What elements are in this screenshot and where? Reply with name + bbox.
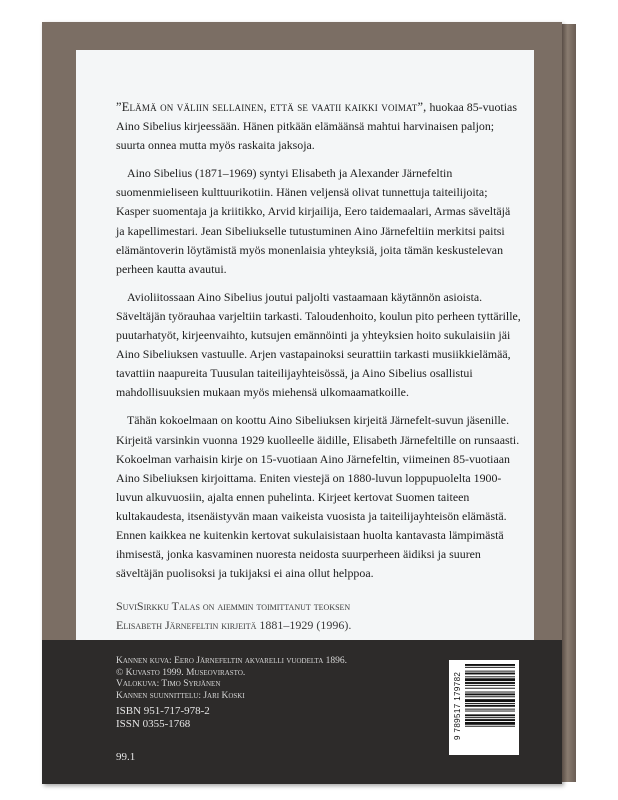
paragraph-2: Aino Sibelius (1871–1969) syntyi Elisabeth ja Alexander Järnefeltin suomenmieliseen kulttuurikotiin. Hänen veljensä olivat tunnettuja taiteilijoita; Kasper suomentaja ja kriitikko, Arvid kirjailija, Eero taidemaalari, Armas säveltäjä ja kapellimestari. Jean Sibeliukselle tutustuminen Aino Järnefeltiin merkitsi paitsi elämäntoverin löytämistä myös monenlaisia yhteyksiä, joita tämän keskustelevan perheen kautta avautui. — [116, 166, 511, 276]
barcode-bar — [465, 703, 515, 704]
barcode-bar — [465, 693, 515, 695]
paragraph-4: Tähän kokoelmaan on koottu Aino Sibeliuksen kirjeitä Järnefelt-suvun jäsenille. Kirjeitä varsinkin vuonna 1929 kuolleelle äidille, Elisabeth Järnefeltille on runsaasti. Kokoelman varhaisin kirje on 15-vuotiaan Aino Järnefeltin, viimeinen 85-vuotiaan Aino Sibeliuksen kirjoittama. Eniten viestejä on 1880-luvun loppupuolelta 1900-luvun alkuvuosiin, ajalta ennen puhelinta. Kirjeet kertovat Suomen taiteen kultakaudesta, itsenäistyvän maan vaikeista vuosista ja taiteilijayhteisön elämästä. Ennen kaikkea ne kuitenkin kertovat sukulaisistaan huolta kantavasta lämpimästä ihmisestä, jonka kasvaminen nuoresta neidosta suurperheen äidiksi ja suuren säveltäjän puolisoksi ja tukijaksi ei aina ollut helppoa. — [116, 413, 520, 581]
barcode-number: 9 789517 179782 — [453, 671, 462, 741]
paragraph-1-rest: huokaa 85-vuotias Aino Sibelius kirjeessään. Hänen pitkään elämäänsä mahtui harvinaisen paljon; suurta onnea mutta myös raskaita jaksoja. — [116, 100, 517, 153]
barcode-bar — [465, 711, 515, 712]
barcode-bar — [465, 673, 515, 675]
barcode-bar — [465, 664, 515, 666]
barcode-bar — [465, 714, 515, 716]
paragraph-1 — [116, 98, 521, 155]
colophon — [116, 656, 436, 702]
editor-credit — [116, 597, 521, 635]
barcode-bar — [465, 696, 515, 697]
editor-credit-line-1: SuviSirkku Talas on aiemmin toimittanut teoksen — [116, 599, 351, 614]
barcode-bar — [465, 717, 515, 718]
barcode-bar — [465, 671, 515, 672]
barcode-bar — [465, 699, 515, 702]
issn-number: ISSN 0355-1768 — [116, 718, 191, 730]
classification-code: 99.1 — [116, 751, 136, 763]
barcode-bar — [465, 726, 515, 727]
barcode-bar — [465, 709, 515, 710]
barcode-bar — [465, 722, 515, 725]
colophon-line-3: Valokuva: Timo Syrjänen — [116, 679, 221, 689]
editor-credit-line-2: Elisabeth Järnefeltin kirjeitä 1881–1929 (1996). — [116, 618, 352, 633]
barcode-bar — [465, 705, 515, 707]
barcode-bar — [465, 719, 515, 721]
barcode-bar — [465, 685, 515, 686]
paragraph-3: Avioliitossaan Aino Sibelius joutui paljolti vastaamaan käytännön asioista. Säveltäjän työrauhaa varjeltiin tarkasti. Taloudenhoito, koulun pito perheen tyttärille, puutarhatyöt, kirjeenvaihto, kutsujen emännöinti ja yhteyksien hoito sukulaisiin jäi Aino Sibeliuksen vastuulle. Arjen vastapainoksi seurattiin tarkasti musiikkielämää, tavattiin naapureita Tuusulan taiteilijayhteisössä, ja Aino Sibelius osallistui mahdollisuuksien mukaan myös miehensä ulkomaamatkoille. — [116, 289, 521, 400]
colophon-line-2: © Kuvasto 1999. Museovirasto. — [116, 667, 246, 678]
opening-quote: ”Elämä on väliin sellainen, että se vaatii kaikki voimat”, — [116, 100, 427, 114]
barcode-bar — [465, 688, 515, 689]
barcode-bar — [465, 682, 515, 684]
barcode-bar — [465, 667, 515, 668]
isbn-number: ISBN 951-717-978-2 — [116, 705, 210, 717]
colophon-line-1: Kannen kuva: Eero Järnefeltin akvarelli vuodelta 1896. — [116, 656, 348, 666]
colophon-line-4: Kannen suunnittelu: Jari Koski — [116, 690, 245, 701]
barcode-bar — [465, 692, 515, 693]
back-cover-text — [116, 98, 521, 635]
book-spine — [562, 24, 576, 782]
barcode-bar — [465, 678, 515, 681]
isbn-block — [116, 705, 210, 731]
barcode-bar — [465, 676, 515, 677]
